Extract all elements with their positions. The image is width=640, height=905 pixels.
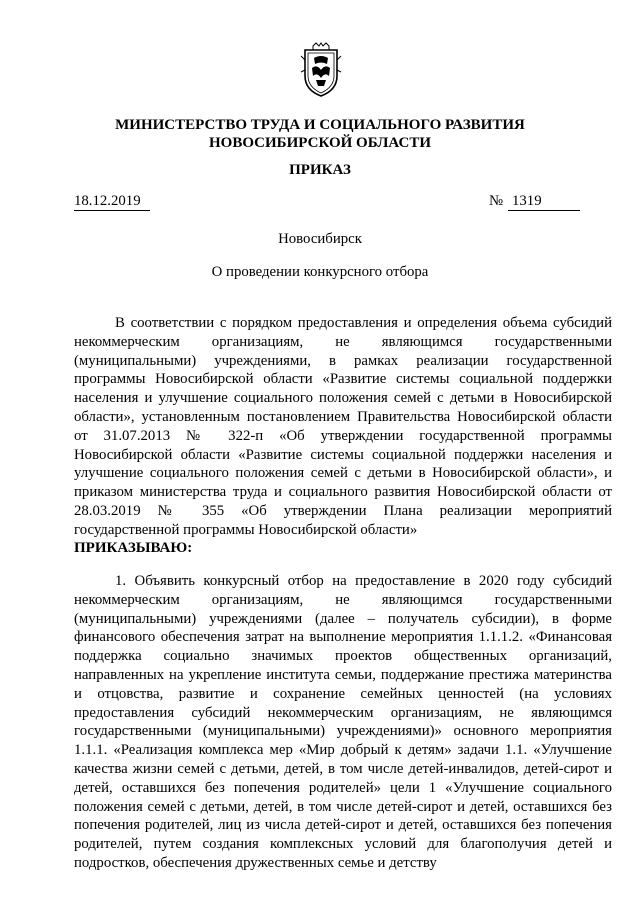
coat-of-arms-icon bbox=[299, 42, 343, 98]
order-date: 18.12.2019 bbox=[74, 193, 150, 211]
document-type: ПРИКАЗ bbox=[289, 162, 351, 178]
order-subject: О проведении конкурсного отбора bbox=[211, 264, 429, 280]
item-1-paragraph bbox=[74, 572, 612, 873]
ministry-line-1: МИНИСТЕРСТВО ТРУДА И СОЦИАЛЬНОГО РАЗВИТИЯ bbox=[115, 117, 525, 133]
command-heading: ПРИКАЗЫВАЮ: bbox=[74, 540, 193, 556]
ministry-name bbox=[0, 116, 640, 152]
item-1-text: 1. Объявить конкурсный отбор на предоставление в 2020 году субсидий некоммерческим организациям, не являющимся государственными (муниципальными) учреждениями (далее – получатель субсидии), в форме финансового обеспечения затрат на выполнение мероприятия 1.1.1.2. «Финансовая поддержка социально значимых проектов общественных организаций, направленных на укрепление института семьи, поддержание престижа материнства и отцовства, развитие и сохранение семейных ценностей (на условиях предоставления субсидий некоммерческим организациям, не являющимся государственными (муниципальными) учреждениями)» основного мероприятия 1.1.1. «Реализация комплекса мер «Мир добрый к детям» задачи 1.1. «Улучшение качества жизни семей с детьми, детей, в том числе детей-инвалидов, детей-сирот и детей, оставшихся без попечения родителей» цели 1 «Улучшение социального положения семей с детьми, детей, в том числе детей-сирот и детей, оставшихся без попечения родителей, лиц из числа детей-сирот и детей, оставшихся без попечения родителей, путем создания комплексных условий для благополучия детей и подростков, обеспечения дружественных семье и детству bbox=[74, 573, 612, 871]
preamble-text: В соответствии с порядком предоставления и определения объема субсидий некоммерческим организациям, не являющимся государственными (муниципальными) учреждениями, в рамках реализации государственной программы Новосибирской области «Развитие системы социальной поддержки населения и улучшение социального положения семей с детьми в Новосибирской области», установленным постановлением Правительства Новосибирской области от 31.07.2013 № 322-п «Об утверждении государственной программы Новосибирской области «Развитие системы социальной поддержки населения и улучшение социального положения семей с детьми в Новосибирской области», и приказом министерства труда и социального развития Новосибирской области от 28.03.2019 № 355 «Об утверждении Плана реализации мероприятий государственной программы Новосибирской области» bbox=[74, 315, 612, 538]
ministry-line-2: НОВОСИБИРСКОЙ ОБЛАСТИ bbox=[208, 135, 432, 151]
preamble-paragraph bbox=[74, 314, 612, 540]
order-number: 1319 bbox=[508, 193, 580, 211]
number-sign: № bbox=[489, 193, 504, 209]
city: Новосибирск bbox=[278, 231, 362, 247]
